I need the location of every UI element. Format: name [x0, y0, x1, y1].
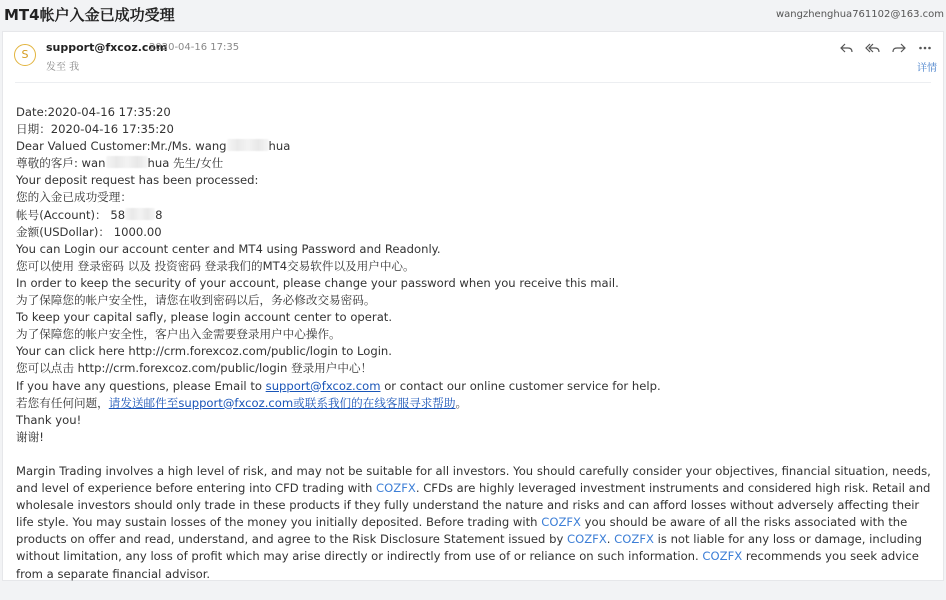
- click-cn: 您可以点击 http://crm.forexcoz.com/public/login 登录用户中心！: [16, 361, 373, 376]
- security-cn: 为了保障您的帐户安全性，请您在收到密码以后，务必修改交易密码。: [16, 293, 376, 308]
- questions-start: If you have any questions, please Email to: [16, 378, 266, 393]
- support-email-link[interactable]: support@fxcoz.com: [265, 378, 381, 393]
- disclaimer-part: you should be aware of all the risks associated with the products on offer and read, understand, and agree to the Risk Disclosure Statement issued by: [16, 515, 908, 547]
- reply-all-icon[interactable]: [863, 40, 883, 56]
- disclaimer-part: recommends you seek advice from a separate financial advisor.: [16, 549, 919, 581]
- brand-name: COZFX: [541, 515, 581, 530]
- account-end: 8: [155, 207, 163, 222]
- details-link[interactable]: 详情: [917, 63, 937, 74]
- greeting-en: [16, 138, 938, 155]
- login-en: You can Login our account center and MT4 using Password and Readonly.: [16, 241, 441, 256]
- greeting-en-start: Dear Valued Customer:Mr./Ms. wang: [16, 139, 227, 154]
- message-actions: [837, 40, 935, 56]
- security-en: In order to keep the security of your account, please change your password when you receive this mail.: [16, 275, 619, 290]
- greeting-cn-end: hua 先生/女仕: [147, 156, 224, 171]
- disclaimer-part: . CFDs are highly leveraged investment instruments and considered high risk. Retail and wholesale investors should only trade in these products if they fully understand the nature and risks and can afford losses without adversely affecting their life style. You may sustain losses of the money you initially deposited. Before trading with: [16, 481, 931, 530]
- click-en: Your can click here http://crm.forexcoz.com/public/login to Login.: [16, 344, 392, 359]
- questions-cn: [16, 395, 938, 412]
- thanks-en: Thank you!: [16, 412, 82, 427]
- brand-name: COZFX: [614, 532, 654, 547]
- paragraph-gap: [16, 446, 938, 463]
- capital-en: To keep your capital safly, please login account center to operat.: [16, 310, 393, 325]
- message-card: [2, 31, 944, 581]
- date-en: Date:2020-04-16 17:35:20: [16, 105, 171, 119]
- sent-time: 2020-04-16 17:35: [149, 42, 240, 53]
- thanks-cn: 谢谢!: [16, 429, 44, 444]
- support-cn-link[interactable]: 请发送邮件至support@fxcoz.com或联系我们的在线客服寻求帮助: [108, 395, 456, 410]
- account-start: 帐号(Account)： 58: [16, 207, 126, 222]
- greeting-cn-start: 尊敬的客戶: wan: [16, 156, 106, 171]
- sender-address[interactable]: support@fxcoz.com: [46, 41, 168, 54]
- mail-top-bar: [0, 0, 946, 30]
- login-cn: 您可以使用 登录密码 以及 投资密码 登录我们的MT4交易软件以及用户中心。: [16, 258, 415, 273]
- email-subject: MT4帐户入金已成功受理: [4, 6, 175, 24]
- risk-disclaimer: [16, 463, 938, 583]
- greeting-en-end: hua: [268, 139, 291, 154]
- processed-cn: 您的入金已成功受理：: [16, 190, 132, 205]
- forward-icon[interactable]: [889, 40, 909, 56]
- redacted-account: [125, 208, 155, 220]
- email-body: [16, 104, 938, 583]
- capital-cn: 为了保障您的帐户安全性，客户出入金需要登录用户中心操作。: [16, 327, 341, 342]
- date-cn: 日期：2020-04-16 17:35:20: [16, 122, 174, 137]
- amount-line: 金额(USDollar)： 1000.00: [16, 224, 162, 239]
- brand-name: COZFX: [567, 532, 607, 547]
- recipient-line: 发至 我: [46, 62, 80, 73]
- questions-en: [16, 378, 938, 395]
- disclaimer-part: Margin Trading involves a high level of risk, and may not be suitable for all investors. You should carefully consider your objectives, financial situation, needs, and level of experience before entering into CFD trading with: [16, 463, 931, 496]
- processed-en: Your deposit request has been processed:: [16, 173, 259, 188]
- more-icon[interactable]: [915, 40, 935, 56]
- redacted-name: [227, 139, 269, 151]
- reply-icon[interactable]: [837, 40, 857, 56]
- redacted-name: [106, 156, 148, 168]
- header-divider: [15, 82, 931, 83]
- questions-cn-end: 。: [455, 395, 468, 410]
- brand-name: COZFX: [376, 481, 416, 496]
- disclaimer-part: .: [606, 532, 615, 547]
- questions-cn-start: 若您有任何问题，: [16, 395, 109, 410]
- account-address[interactable]: wangzhenghua761102@163.com: [775, 9, 944, 20]
- questions-end: or contact our online customer service for help.: [380, 378, 661, 393]
- sender-avatar[interactable]: S: [14, 44, 36, 66]
- brand-name: COZFX: [702, 549, 743, 564]
- account-line: [16, 207, 938, 224]
- disclaimer-part: is not liable for any loss or damage, including without limitation, any loss of profit which may arise directly or indirectly from use of or reliance on such information.: [16, 532, 922, 564]
- greeting-cn: [16, 155, 938, 172]
